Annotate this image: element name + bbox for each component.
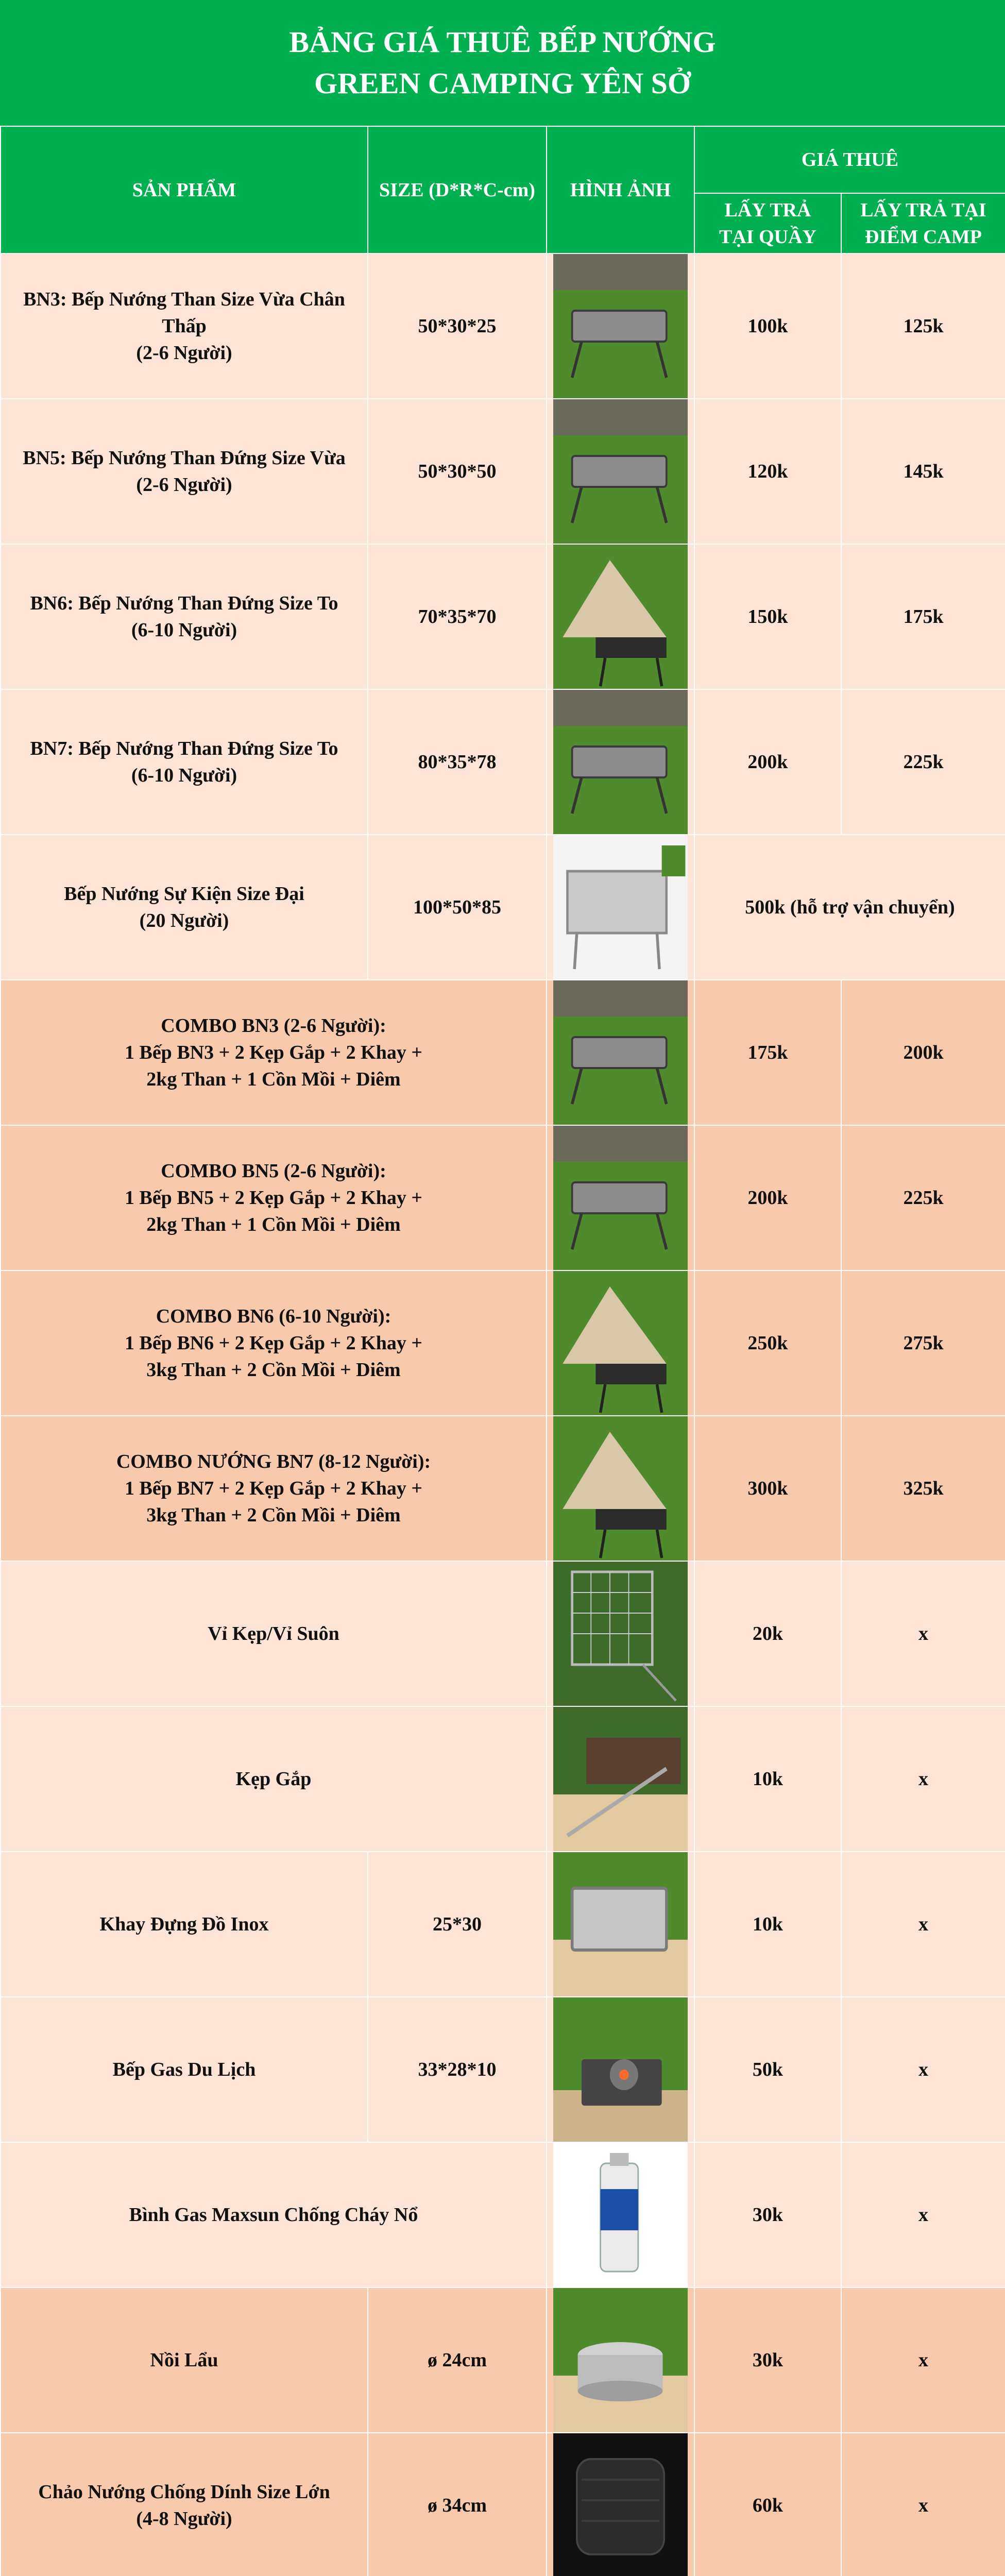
- product-name: BN6: Bếp Nướng Than Đứng Size To (6-10 Người): [1, 544, 368, 689]
- table-row: [1, 980, 1005, 1125]
- price-counter: 60k: [694, 2433, 841, 2576]
- table-row: [1, 2287, 1005, 2433]
- gas-canister-photo: [553, 2143, 688, 2287]
- product-size: ø 24cm: [368, 2287, 547, 2433]
- price-camp: 275k: [841, 1270, 1005, 1416]
- combo-bn6-photo: [553, 1271, 688, 1415]
- grill-large-photo: [553, 690, 688, 834]
- header-pickup-counter: LẤY TRẢ TẠI QUẦY: [694, 193, 841, 253]
- price-camp: 175k: [841, 544, 1005, 689]
- product-name: Khay Đựng Đồ Inox: [1, 1852, 368, 1997]
- grill-pan-photo: [553, 2433, 688, 2576]
- product-name: BN3: Bếp Nướng Than Size Vừa Chân Thấp (2-6 Người): [1, 253, 368, 399]
- table-row: [1, 399, 1005, 544]
- page-title: [0, 0, 1005, 126]
- price-counter: 20k: [694, 1561, 841, 1706]
- product-size: 25*30: [368, 1852, 547, 1997]
- product-size: 33*28*10: [368, 1997, 547, 2142]
- header-pickup-camp: LẤY TRẢ TẠI ĐIỂM CAMP: [841, 193, 1005, 253]
- price-counter: 10k: [694, 1706, 841, 1852]
- title-line-2: GREEN CAMPING YÊN SỞ: [314, 66, 691, 100]
- price-camp: x: [841, 1561, 1005, 1706]
- price-camp: x: [841, 1852, 1005, 1997]
- table-row: [1, 2142, 1005, 2287]
- price-counter: 150k: [694, 544, 841, 689]
- table-row: [1, 1852, 1005, 1997]
- price-counter: 175k: [694, 980, 841, 1125]
- product-name: Bình Gas Maxsun Chống Cháy Nổ: [1, 2142, 547, 2287]
- price-counter: 50k: [694, 1997, 841, 2142]
- price-counter: 300k: [694, 1416, 841, 1561]
- price-camp: 225k: [841, 1125, 1005, 1270]
- product-name: Bếp Nướng Sự Kiện Size Đại (20 Người): [1, 835, 368, 980]
- grill-tent-photo: [553, 545, 688, 689]
- table-row: [1, 1270, 1005, 1416]
- gas-stove-photo: [553, 1997, 688, 2142]
- header-size: SIZE (D*R*C-cm): [368, 126, 547, 253]
- title-line-1: BẢNG GIÁ THUÊ BẾP NƯỚNG: [289, 25, 716, 59]
- price-camp: x: [841, 2287, 1005, 2433]
- product-name: Nồi Lẩu: [1, 2287, 368, 2433]
- table-row: [1, 1416, 1005, 1561]
- product-name: COMBO NƯỚNG BN7 (8-12 Người): 1 Bếp BN7 + 2 Kẹp Gắp + 2 Khay + 3kg Than + 2 Cồn Mồi + Diêm: [1, 1416, 547, 1561]
- tongs-photo: [553, 1707, 688, 1851]
- price-counter: 200k: [694, 689, 841, 835]
- table-row: [1, 544, 1005, 689]
- product-size: 50*30*50: [368, 399, 547, 544]
- product-name: Kẹp Gắp: [1, 1706, 547, 1852]
- price-camp: 225k: [841, 689, 1005, 835]
- price-counter: 30k: [694, 2142, 841, 2287]
- header-price-group: GIÁ THUÊ: [694, 126, 1005, 193]
- price-counter: 10k: [694, 1852, 841, 1997]
- grill-rack-photo: [553, 1562, 688, 1706]
- table-row: [1, 1125, 1005, 1270]
- product-name: Vỉ Kẹp/Vỉ Suôn: [1, 1561, 547, 1706]
- price-camp: 325k: [841, 1416, 1005, 1561]
- product-size: 70*35*70: [368, 544, 547, 689]
- product-size: 100*50*85: [368, 835, 547, 980]
- header-product: SẢN PHẨM: [1, 126, 368, 253]
- price-counter: 100k: [694, 253, 841, 399]
- table-row: [1, 689, 1005, 835]
- hotpot-photo: [553, 2288, 688, 2432]
- product-name: COMBO BN6 (6-10 Người): 1 Bếp BN6 + 2 Kẹp Gắp + 2 Khay + 3kg Than + 2 Cồn Mồi + Diêm: [1, 1270, 547, 1416]
- price-counter: 120k: [694, 399, 841, 544]
- grill-low-photo: [553, 254, 688, 398]
- product-name: Chảo Nướng Chống Dính Size Lớn (4-8 Người): [1, 2433, 368, 2576]
- combo-bn7-photo: [553, 1416, 688, 1561]
- price-camp: x: [841, 1706, 1005, 1852]
- price-camp: x: [841, 2142, 1005, 2287]
- table-row: [1, 253, 1005, 399]
- product-size: 50*30*25: [368, 253, 547, 399]
- price-table: [0, 126, 1005, 2576]
- table-row: [1, 835, 1005, 980]
- grill-event-photo: [553, 835, 688, 979]
- price-counter: 250k: [694, 1270, 841, 1416]
- price-merged: 500k (hỗ trợ vận chuyển): [694, 835, 1005, 980]
- combo-bn5-photo: [553, 1126, 688, 1270]
- product-name: BN5: Bếp Nướng Than Đứng Size Vừa (2-6 Người): [1, 399, 368, 544]
- price-camp: 145k: [841, 399, 1005, 544]
- table-row: [1, 2433, 1005, 2576]
- steel-tray-photo: [553, 1852, 688, 1996]
- product-name: BN7: Bếp Nướng Than Đứng Size To (6-10 Người): [1, 689, 368, 835]
- price-camp: 200k: [841, 980, 1005, 1125]
- price-counter: 200k: [694, 1125, 841, 1270]
- table-body: [1, 253, 1005, 2576]
- product-size: 80*35*78: [368, 689, 547, 835]
- combo-bn3-photo: [553, 980, 688, 1125]
- price-camp: 125k: [841, 253, 1005, 399]
- grill-standing-photo: [553, 399, 688, 544]
- product-name: Bếp Gas Du Lịch: [1, 1997, 368, 2142]
- product-name: COMBO BN3 (2-6 Người): 1 Bếp BN3 + 2 Kẹp Gắp + 2 Khay + 2kg Than + 1 Cồn Mồi + Diêm: [1, 980, 547, 1125]
- table-row: [1, 1561, 1005, 1706]
- table-row: [1, 1997, 1005, 2142]
- price-camp: x: [841, 2433, 1005, 2576]
- product-size: ø 34cm: [368, 2433, 547, 2576]
- price-counter: 30k: [694, 2287, 841, 2433]
- product-name: COMBO BN5 (2-6 Người): 1 Bếp BN5 + 2 Kẹp Gắp + 2 Khay + 2kg Than + 1 Cồn Mồi + Diêm: [1, 1125, 547, 1270]
- table-row: [1, 1706, 1005, 1852]
- header-image: HÌNH ẢNH: [547, 126, 694, 253]
- price-camp: x: [841, 1997, 1005, 2142]
